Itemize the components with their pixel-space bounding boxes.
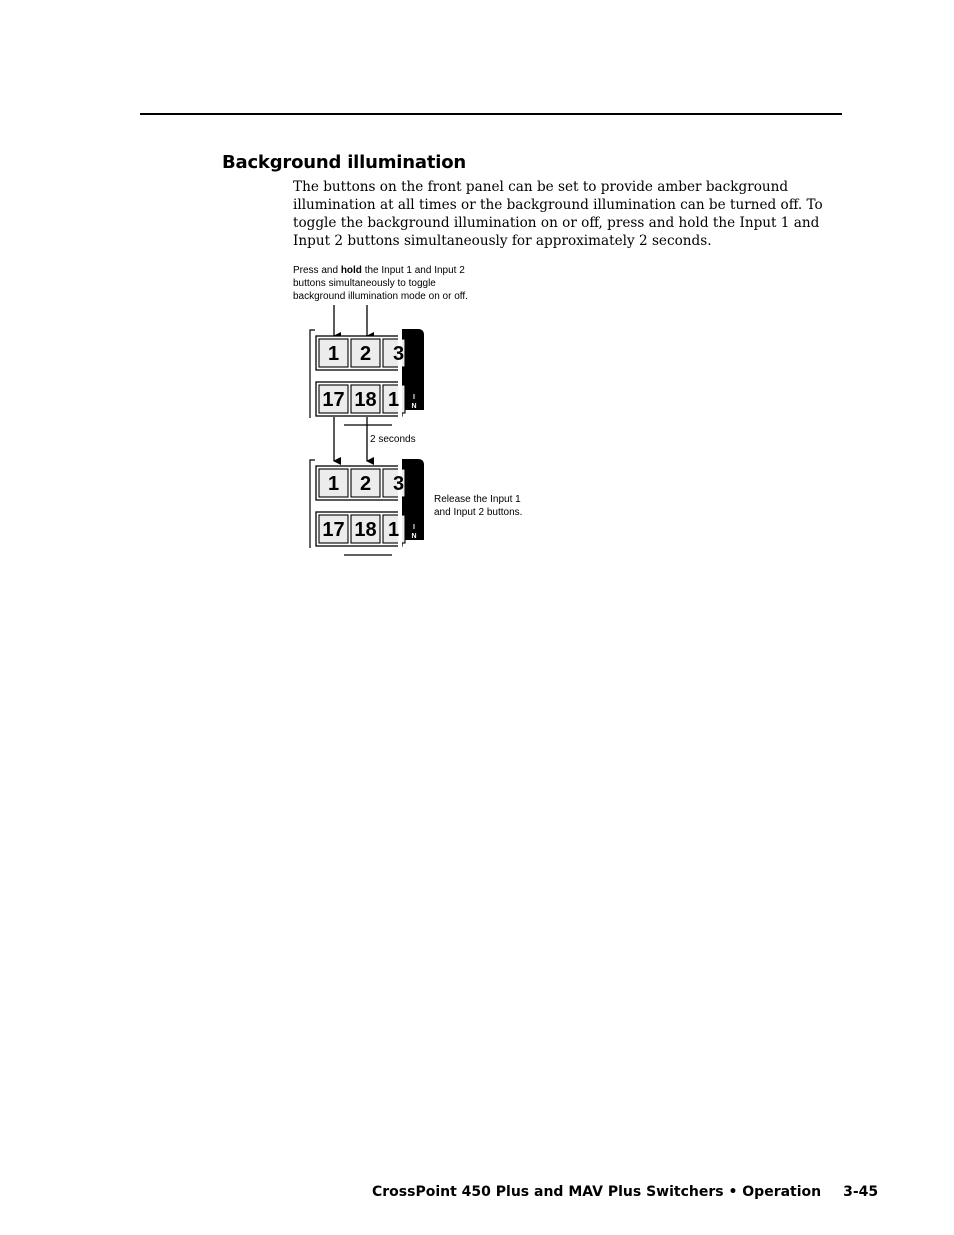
button-label: 1 [327, 473, 340, 495]
footer-title: CrossPoint 450 Plus and MAV Plus Switchers • Operation [372, 1184, 822, 1200]
side-label-letter: I [413, 394, 415, 401]
paragraph-line: The buttons on the front panel can be set to provide amber background [293, 179, 789, 195]
button-label: 3 [393, 343, 405, 365]
button-label: 3 [393, 473, 405, 495]
button-label: 1 [388, 519, 400, 541]
side-label-letter: I [413, 524, 415, 531]
section-heading: Background illumination [222, 152, 466, 173]
button-label: 2 [359, 343, 372, 365]
button-press-diagram [300, 300, 440, 565]
section-paragraph [293, 178, 823, 250]
paragraph-line: Input 2 buttons simultaneously for approximately 2 seconds. [293, 233, 712, 249]
header-rule [140, 113, 842, 115]
paragraph-line: toggle the background illumination on or off, press and hold the Input 1 and [293, 215, 820, 231]
press-caption-line-2: buttons simultaneously to toggle [293, 278, 436, 289]
duration-label: 2 seconds [370, 434, 416, 445]
side-label-letter: N [411, 403, 417, 410]
press-caption [293, 264, 468, 303]
press-caption-line-3: background illumination mode on or off. [293, 291, 468, 302]
press-caption-line-1: Press and hold the Input 1 and Input 2 [293, 265, 465, 276]
button-label: 17 [322, 389, 345, 411]
button-label: 2 [359, 473, 372, 495]
front-panel-after [310, 459, 424, 555]
page-number: 3-45 [843, 1184, 879, 1200]
front-panel-before [310, 329, 424, 425]
release-caption-line-2: and Input 2 buttons. [434, 507, 523, 518]
button-label: 18 [354, 519, 377, 541]
button-label: 17 [322, 519, 345, 541]
button-label: 18 [354, 389, 377, 411]
button-label: 1 [327, 343, 340, 365]
page-footer [372, 1184, 878, 1200]
button-label: 1 [388, 389, 400, 411]
hold-emphasis: hold [340, 265, 362, 276]
side-label-letter: N [411, 533, 417, 540]
release-caption-line-1: Release the Input 1 [434, 494, 521, 505]
release-caption [434, 493, 522, 519]
paragraph-line: illumination at all times or the background illumination can be turned off. To [293, 197, 823, 213]
